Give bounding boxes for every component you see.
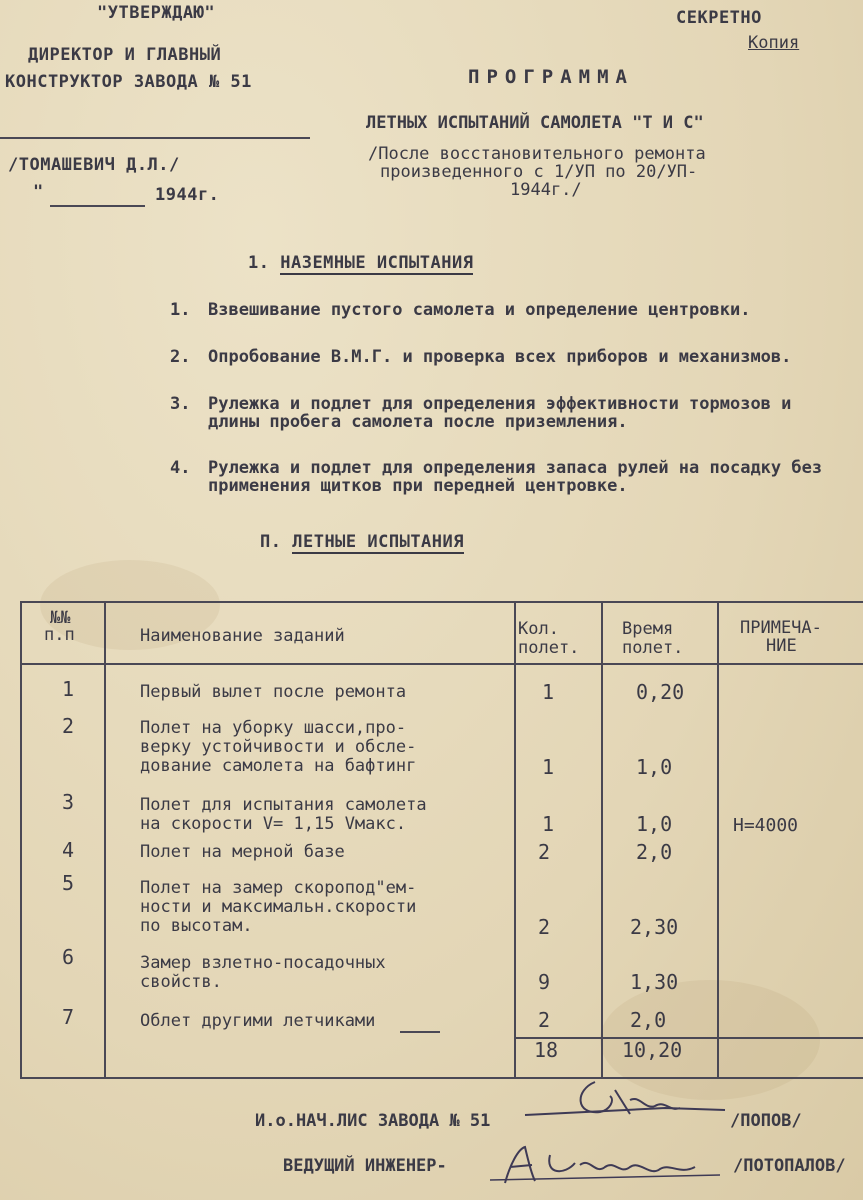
row-count: 1 <box>542 812 555 836</box>
item-number: 2. <box>170 347 191 367</box>
approval-position-line2: КОНСТРУКТОР ЗАВОДА № 51 <box>5 72 252 92</box>
approval-position-line1: ДИРЕКТОР И ГЛАВНЫЙ <box>28 45 222 65</box>
section-flight-tests-heading <box>260 532 464 552</box>
date-blank-line <box>50 205 145 207</box>
row-task-line: Первый вылет после ремонта <box>140 682 407 702</box>
row-underline <box>400 1031 440 1033</box>
item-text: Рулежка и подлет для определения запаса рулей на посадку без применения щитков при передней центровке. <box>208 458 823 496</box>
row-task-line: на скорости V= 1,15 Vмакс. <box>140 814 407 834</box>
row-number: 3 <box>62 790 75 814</box>
document-title: ПРОГРАММА <box>468 66 634 88</box>
total-time: 10,20 <box>622 1038 683 1062</box>
approval-name: /ТОМАШЕВИЧ Д.Л./ <box>8 155 180 175</box>
table-left-border <box>20 601 22 1079</box>
approval-year: 1944г. <box>155 185 220 205</box>
signature-line1-name: /ПОПОВ/ <box>730 1111 802 1131</box>
row-count: 2 <box>538 840 551 864</box>
title-note-line1: /После восстановительного ремонта <box>368 144 706 164</box>
row-task-line: верку устойчивости и обсле- <box>140 737 417 757</box>
header-time-line1: Время <box>622 619 674 639</box>
signature-line1-label: И.о.НАЧ.ЛИС ЗАВОДА № 51 <box>255 1111 491 1131</box>
ground-test-item <box>170 348 840 366</box>
total-count: 18 <box>534 1038 559 1062</box>
section-number: П. <box>260 532 282 552</box>
row-time: 1,0 <box>636 812 673 836</box>
header-task-name: Наименование заданий <box>140 626 345 646</box>
classification-secret: СЕКРЕТНО <box>676 8 762 28</box>
item-text: Опробование В.М.Г. и проверка всех приборов и механизмов. <box>208 347 792 367</box>
row-number: 1 <box>62 677 75 701</box>
classification-copy: Копия <box>748 33 800 53</box>
table-top-border <box>20 601 863 603</box>
row-number: 6 <box>62 945 75 969</box>
table-total-border <box>514 1037 863 1039</box>
section-ground-tests-heading <box>248 253 473 273</box>
header-num-line2: п.п <box>44 625 75 645</box>
header-count-line2: полет. <box>518 638 580 658</box>
row-time: 1,0 <box>636 755 673 779</box>
item-text: Взвешивание пустого самолета и определение центровки. <box>208 300 751 320</box>
row-task-line: Полет на замер скоропод"ем- <box>140 878 417 898</box>
header-count-line1: Кол. <box>518 619 559 639</box>
row-task-line: по высотам. <box>140 916 253 936</box>
header-note-line2: НИЕ <box>766 636 797 656</box>
row-count: 9 <box>538 970 551 994</box>
row-task-line: дование самолета на бафтинг <box>140 756 417 776</box>
header-num-line1: №№ <box>50 608 71 628</box>
signature-potopalov <box>480 1135 740 1195</box>
row-count: 2 <box>538 1008 551 1032</box>
row-task-line: ности и максимальн.скорости <box>140 897 417 917</box>
table-column-divider <box>514 601 516 1079</box>
row-number: 4 <box>62 838 75 862</box>
approval-date-quote: " <box>33 182 44 202</box>
section-title: НАЗЕМНЫЕ ИСПЫТАНИЯ <box>280 253 474 273</box>
title-note-line3: 1944г./ <box>510 180 582 200</box>
row-time: 2,0 <box>636 840 673 864</box>
section-number: 1. <box>248 253 270 273</box>
ground-test-item <box>170 395 840 431</box>
row-note: Н=4000 <box>733 815 799 836</box>
row-number: 7 <box>62 1005 75 1029</box>
table-column-divider <box>601 601 603 1079</box>
row-task-line: Облет другими летчиками <box>140 1011 376 1031</box>
ground-test-item <box>170 459 840 495</box>
row-task-line: Замер взлетно-посадочных <box>140 953 386 973</box>
approval-divider <box>0 137 310 139</box>
row-number: 2 <box>62 714 75 738</box>
ground-test-item <box>170 301 840 319</box>
signature-popov <box>515 1070 735 1130</box>
row-count: 1 <box>542 755 555 779</box>
row-time: 1,30 <box>630 970 679 994</box>
section-title: ЛЕТНЫЕ ИСПЫТАНИЯ <box>292 532 464 552</box>
row-task-line: Полет на уборку шасси,про- <box>140 718 407 738</box>
approval-stamp: "УТВЕРЖДАЮ" <box>97 3 216 23</box>
title-note-line2: произведенного с 1/УП по 20/УП- <box>380 162 698 182</box>
document-subtitle: ЛЕТНЫХ ИСПЫТАНИЙ САМОЛЕТА "Т И С" <box>366 113 704 133</box>
row-task-line: Полет для испытания самолета <box>140 795 427 815</box>
row-number: 5 <box>62 871 75 895</box>
signature-line2-name: /ПОТОПАЛОВ/ <box>733 1156 846 1176</box>
header-note-line1: ПРИМЕЧА- <box>740 618 822 638</box>
row-time: 0,20 <box>636 680 685 704</box>
header-time-line2: полет. <box>622 638 684 658</box>
table-column-divider <box>104 601 106 1079</box>
item-text: Рулежка и подлет для определения эффективности тормозов и длины пробега самолета после приземления. <box>208 394 792 432</box>
row-task-line: свойств. <box>140 972 222 992</box>
item-number: 3. <box>170 394 191 414</box>
row-time: 2,0 <box>630 1008 667 1032</box>
row-count: 1 <box>542 680 555 704</box>
signature-line2-label: ВЕДУЩИЙ ИНЖЕНЕР- <box>283 1156 447 1176</box>
row-task-line: Полет на мерной базе <box>140 842 345 862</box>
row-time: 2,30 <box>630 915 679 939</box>
item-number: 4. <box>170 458 191 478</box>
table-column-divider <box>717 601 719 1079</box>
item-number: 1. <box>170 300 191 320</box>
row-count: 2 <box>538 915 551 939</box>
table-bottom-border <box>20 1077 863 1079</box>
table-header-border <box>20 663 863 665</box>
